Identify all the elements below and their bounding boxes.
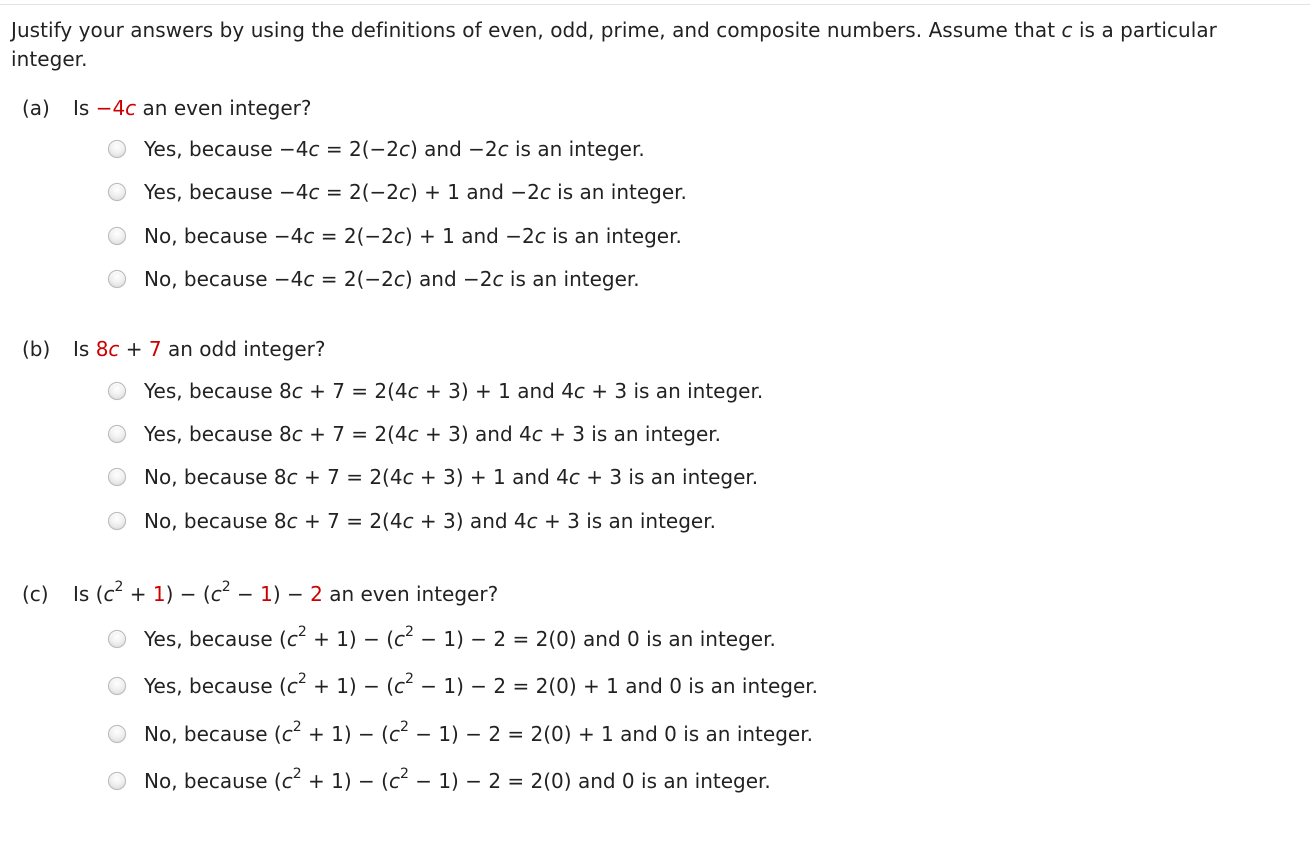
option-label: No, because 8c + 7 = 2(4c + 3) and 4c + 3 is an integer. — [144, 509, 716, 533]
question-text-end: an even integer? — [136, 96, 312, 120]
instructions — [11, 16, 1301, 74]
instructions-text: Justify your answers by using the definitions of even, odd, prime, and composite numbers. Assume that — [11, 18, 1062, 42]
question-operator: + — [123, 582, 153, 606]
question-variable: c — [103, 582, 115, 606]
question-operator: ) − — [272, 582, 311, 606]
question-value: 7 — [148, 337, 162, 361]
question-c-prompt — [22, 580, 498, 608]
option-label: No, because −4c = 2(−2c) and −2c is an integer. — [144, 267, 640, 291]
option-label: Yes, because $(c^2 + 1) - (c^2 - 1) - 2 = 2(0) + 1$ and 0 is an integer. — [144, 671, 819, 698]
question-b-prompt — [22, 335, 326, 363]
question-text: Is ( — [73, 582, 104, 606]
radio-button[interactable] — [108, 140, 126, 158]
radio-button[interactable] — [108, 227, 126, 245]
question-exponent: 2 — [114, 579, 124, 596]
question-operator: ) − ( — [165, 582, 211, 606]
question-operator: + — [119, 337, 149, 361]
question-variable: c — [210, 582, 222, 606]
question-value: 2 — [310, 582, 323, 606]
instructions-variable: c — [1061, 18, 1073, 42]
question-variable: c — [125, 96, 137, 120]
radio-button[interactable] — [108, 725, 126, 743]
option-label: No, because 8c + 7 = 2(4c + 3) + 1 and 4c + 3 is an integer. — [144, 465, 759, 489]
option-label: Yes, because 8c + 7 = 2(4c + 3) + 1 and 4c + 3 is an integer. — [144, 379, 764, 403]
question-text: Is — [73, 96, 96, 120]
option-label: Yes, because $(c^2 + 1) - (c^2 - 1) - 2 = 2(0)$ and 0 is an integer. — [144, 624, 776, 651]
question-text-end: an odd integer? — [161, 337, 326, 361]
question-exponent: 2 — [221, 579, 231, 596]
option-label: No, because $(c^2 + 1) - (c^2 - 1) - 2 = 2(0)$ and 0 is an integer. — [144, 766, 771, 793]
instructions-text-line2: integer. — [11, 47, 88, 71]
radio-button[interactable] — [108, 382, 126, 400]
top-divider — [0, 4, 1310, 5]
option-label: No, because $(c^2 + 1) - (c^2 - 1) - 2 = 2(0) + 1$ and 0 is an integer. — [144, 719, 813, 746]
question-value: 1 — [260, 582, 273, 606]
question-operator: − — [230, 582, 261, 606]
option-label: Yes, because 8c + 7 = 2(4c + 3) and 4c + 3 is an integer. — [144, 422, 722, 446]
question-text: Is — [73, 337, 96, 361]
question-variable: c — [108, 337, 120, 361]
radio-button[interactable] — [108, 468, 126, 486]
question-label: (b) — [22, 337, 51, 361]
instructions-text-end: is a particular — [1072, 18, 1217, 42]
option-label: Yes, because −4c = 2(−2c) + 1 and −2c is an integer. — [144, 180, 687, 204]
question-label: (c) — [22, 582, 49, 606]
radio-button[interactable] — [108, 677, 126, 695]
radio-button[interactable] — [108, 772, 126, 790]
radio-button[interactable] — [108, 270, 126, 288]
radio-button[interactable] — [108, 512, 126, 530]
question-value: 8 — [95, 337, 109, 361]
question-label: (a) — [22, 96, 50, 120]
question-a-prompt — [22, 94, 312, 122]
option-label: No, because −4c = 2(−2c) + 1 and −2c is an integer. — [144, 224, 682, 248]
question-value: 1 — [152, 582, 166, 606]
option-label: Yes, because −4c = 2(−2c) and −2c is an integer. — [144, 137, 645, 161]
radio-button[interactable] — [108, 630, 126, 648]
question-value: −4 — [95, 96, 126, 120]
question-text-end: an even integer? — [322, 582, 499, 606]
radio-button[interactable] — [108, 425, 126, 443]
radio-button[interactable] — [108, 183, 126, 201]
